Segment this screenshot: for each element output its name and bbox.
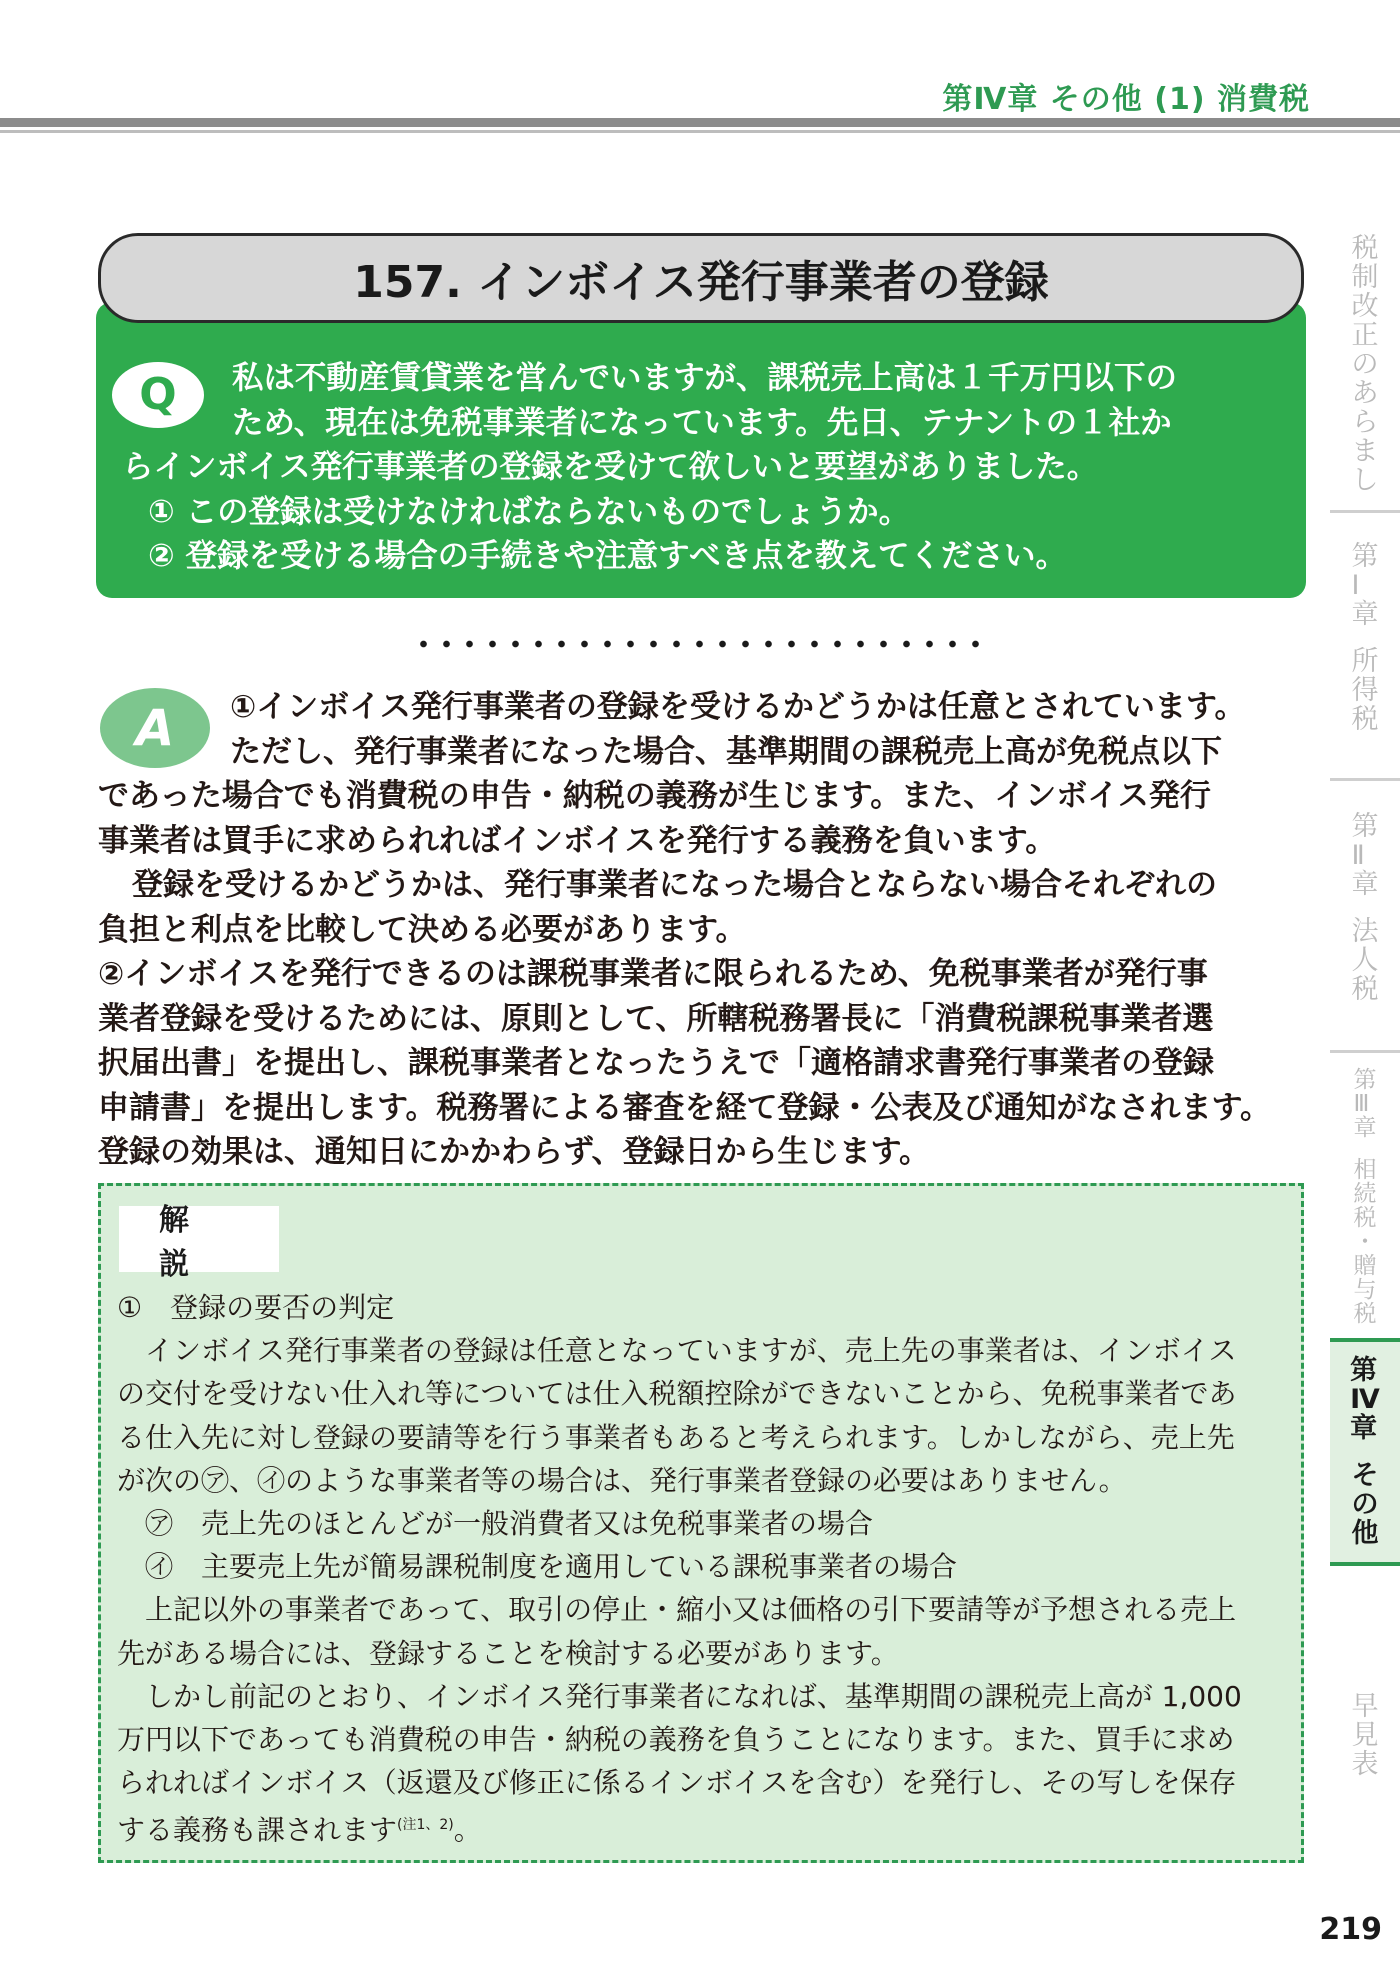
answer-line: であった場合でも消費税の申告・納税の義務が生じます。また、インボイス発行: [98, 778, 1211, 814]
commentary-line: の交付を受けない仕入れ等については仕入税額控除ができないことから、免税事業者であ: [117, 1377, 1237, 1411]
answer-text: [98, 685, 1318, 1175]
commentary-line-text: する義務も課されます: [117, 1813, 398, 1847]
commentary-line: 先がある場合には、登録することを検討する必要があります。: [117, 1636, 899, 1670]
commentary-line: ① 登録の要否の判定: [117, 1291, 395, 1324]
answer-badge: A: [100, 688, 210, 768]
commentary-line: られればインボイス（返還及び修正に係るインボイスを含む）を発行し、その写しを保存: [117, 1766, 1237, 1800]
dotted-divider: [412, 638, 992, 650]
answer-line: ただし、発行事業者になった場合、基準期間の課税売上高が免税点以下: [230, 733, 1222, 770]
answer-line: ①インボイス発行事業者の登録を受けるかどうかは任意とされています。: [230, 689, 1246, 725]
tab-tax-reform[interactable]: [1330, 234, 1400, 495]
commentary-line: インボイス発行事業者の登録は任意となっていますが、売上先の事業者は、インボイス: [145, 1334, 1237, 1368]
tab-label: 法 人 税: [1351, 916, 1379, 1005]
tab-separator: [1330, 778, 1400, 781]
question-line: 私は不動産賃貸業を営んでいますが、課税売上高は１千万円以下の: [232, 360, 1178, 396]
commentary-line: しかし前記のとおり、インボイス発行事業者になれば、基準期間の課税売上高が 1,000: [145, 1679, 1242, 1713]
commentary-line: る仕入先に対し登録の要請等を行う事業者もあると考えられます。しかしながら、売上先: [117, 1420, 1235, 1454]
header-rule-thin: [0, 130, 1400, 133]
tab-chapter-2[interactable]: [1330, 812, 1400, 1004]
header-rule: [0, 118, 1400, 127]
tab-chapter-3[interactable]: [1330, 1068, 1400, 1326]
commentary-line: ㋑ 主要売上先が簡易課税制度を適用している課税事業者の場合: [145, 1550, 958, 1584]
question-line: ② 登録を受ける場合の手続きや注意すべき点を教えてください。: [148, 538, 1068, 574]
tab-label: 税 制 改 正 の あ ら ま し: [1351, 233, 1379, 496]
answer-line: 登録を受けるかどうかは、発行事業者になった場合とならない場合それぞれの: [132, 867, 1217, 903]
commentary-line: が次の㋐、㋑のような事業者等の場合は、発行事業者登録の必要はありません。: [117, 1463, 1127, 1497]
commentary-line: 上記以外の事業者であって、取引の停止・縮小又は価格の引下要請等が予想される売上: [145, 1593, 1237, 1627]
answer-line: 業者登録を受けるためには、原則として、所轄税務署長に「消費税課税事業者選: [98, 1000, 1214, 1037]
question-box: [96, 302, 1306, 598]
answer-line: 事業者は買手に求められればインボイスを発行する義務を負います。: [98, 822, 1057, 859]
chapter-header: 第Ⅳ章 その他 (1) 消費税: [942, 82, 1310, 117]
tab-label: そ の 他: [1351, 1460, 1379, 1549]
question-line: ため、現在は免税事業者になっています。先日、テナントの１社か: [232, 404, 1172, 441]
tab-label: 第 Ⅰ 章: [1351, 541, 1379, 630]
page-number: 219: [1319, 1912, 1382, 1947]
tab-chapter-4[interactable]: [1330, 1338, 1400, 1566]
tab-separator: [1330, 1050, 1400, 1053]
answer-line: 申請書」を提出します。税務署による審査を経て登録・公表及び通知がなされます。: [98, 1089, 1272, 1126]
commentary-line-end: 。: [453, 1813, 482, 1847]
tab-label: 相 続 税 ・ 贈 与 税: [1353, 1157, 1377, 1327]
tab-label: 第 Ⅳ 章: [1350, 1355, 1380, 1444]
answer-line: 択届出書」を提出し、課税事業者となったうえで「適格請求書発行事業者の登録: [98, 1045, 1214, 1081]
tab-label: 第 Ⅱ 章: [1351, 811, 1379, 900]
tab-chapter-1[interactable]: [1330, 542, 1400, 734]
footnote-ref: (注1、2): [397, 1817, 454, 1834]
tab-separator: [1330, 510, 1400, 513]
commentary-box: [98, 1183, 1304, 1863]
commentary-line: ㋐ 売上先のほとんどが一般消費者又は免税事業者の場合: [145, 1507, 874, 1541]
section-title: 157. インボイス発行事業者の登録: [98, 233, 1304, 323]
tab-quick-reference[interactable]: [1330, 1692, 1400, 1779]
answer-line: 負担と利点を比較して決める必要があります。: [98, 911, 747, 948]
commentary-body: [117, 1286, 1297, 1852]
commentary-label: 解説: [119, 1206, 279, 1272]
answer-line: 登録の効果は、通知日にかかわらず、登録日から生じます。: [98, 1134, 931, 1170]
answer-line: ②インボイスを発行できるのは課税事業者に限られるため、免税事業者が発行事: [98, 956, 1208, 992]
question-line: らインボイス発行事業者の登録を受けて欲しいと要望がありました。: [122, 449, 1099, 485]
tab-label: 第 Ⅲ 章: [1353, 1067, 1377, 1141]
question-line: ① この登録は受けなければならないものでしょうか。: [148, 493, 911, 530]
commentary-line: 万円以下であっても消費税の申告・納税の義務を負うことになります。また、買手に求め: [117, 1723, 1235, 1757]
tab-label: 所 得 税: [1351, 646, 1379, 735]
tab-label: 早 見 表: [1351, 1691, 1379, 1780]
question-badge: Q: [112, 362, 204, 428]
commentary-line: [117, 1804, 1297, 1852]
